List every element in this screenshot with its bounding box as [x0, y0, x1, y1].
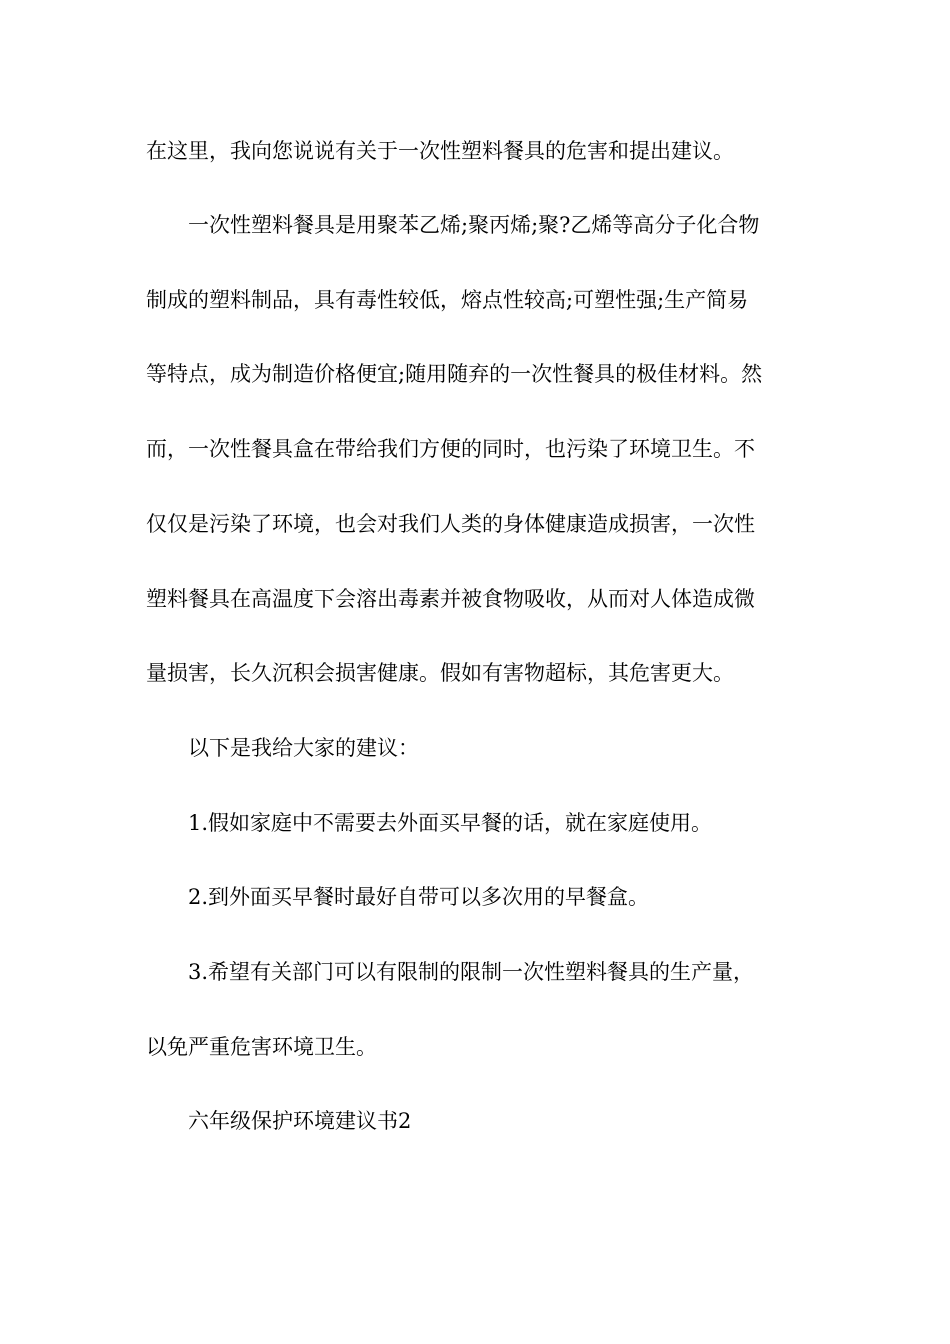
text-line-3: 制成的塑料制品，具有毒性较低，熔点性较高;可塑性强;生产简易 — [146, 288, 749, 312]
text-line-10: 1.假如家庭中不需要去外面买早餐的话，就在家庭使用。 — [188, 811, 713, 835]
text-line-8: 量损害，长久沉积会损害健康。假如有害物超标，其危害更大。 — [146, 661, 734, 685]
text-line-9: 以下是我给大家的建议： — [188, 736, 419, 760]
text-line-13: 以免严重危害环境卫生。 — [146, 1035, 377, 1059]
text-line-7: 塑料餐具在高温度下会溶出毒素并被食物吸收，从而对人体造成微 — [146, 587, 755, 611]
text-line-11: 2.到外面买早餐时最好自带可以多次用的早餐盒。 — [188, 885, 650, 909]
text-line-6: 仅仅是污染了环境，也会对我们人类的身体健康造成损害，一次性 — [146, 512, 755, 536]
text-line-2: 一次性塑料餐具是用聚苯乙烯;聚丙烯;聚?乙烯等高分子化合物 — [188, 213, 760, 237]
text-line-12: 3.希望有关部门可以有限制的限制一次性塑料餐具的生产量， — [188, 960, 755, 984]
text-line-4: 等特点，成为制造价格便宜;随用随弃的一次性餐具的极佳材料。然 — [146, 362, 763, 386]
text-line-1: 在这里，我向您说说有关于一次性塑料餐具的危害和提出建议。 — [146, 139, 734, 163]
text-line-5: 而，一次性餐具盒在带给我们方便的同时，也污染了环境卫生。不 — [146, 437, 755, 461]
section-heading: 六年级保护环境建议书2 — [188, 1109, 412, 1133]
